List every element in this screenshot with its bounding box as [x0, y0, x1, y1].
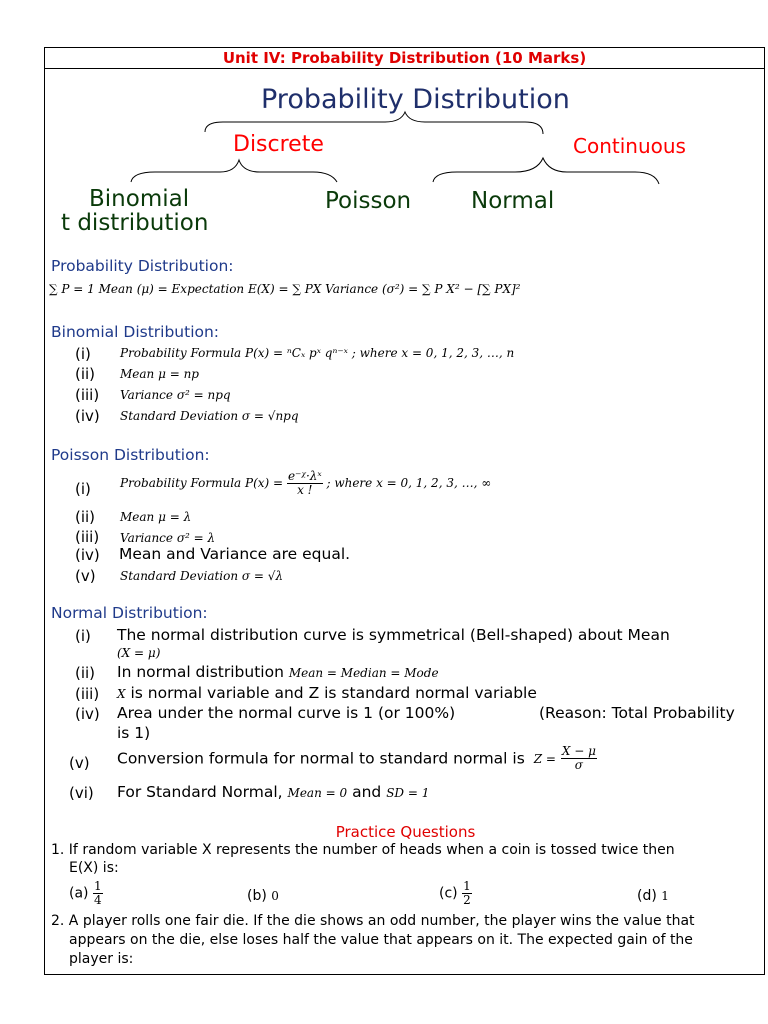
q1-option-a [69, 880, 103, 907]
normal-item-6-and: and [352, 783, 382, 801]
binomial-label: Binomial [89, 186, 190, 212]
q2-line-1: 2. A player rolls one fair die. If the die shows an odd number, the player wins the value that [51, 913, 695, 929]
practice-title: Practice Questions [335, 823, 476, 841]
poisson-num-4: (iv) [75, 546, 100, 564]
q1-a-numerator: 1 [93, 879, 102, 893]
q1-option-d-label: (d) [637, 888, 657, 904]
poisson-item-3: Variance σ² = λ [120, 531, 216, 545]
q1-c-numerator: 1 [463, 879, 471, 893]
q1-c-denominator: 2 [463, 893, 471, 907]
sum-p-formula: ∑ P = 1 [49, 282, 95, 296]
normal-num-3: (iii) [75, 685, 100, 703]
z-fraction [561, 745, 597, 772]
poisson-num-3: (iii) [75, 528, 100, 546]
normal-item-2-formula: Mean = Median = Mode [288, 666, 439, 680]
q1-option-b-value: 0 [271, 889, 279, 903]
top-brace [205, 112, 543, 134]
binomial-item-2: Mean μ = np [120, 367, 199, 381]
normal-item-3-text: is normal variable and Z is standard normal variable [130, 684, 537, 702]
discrete-label: Discrete [233, 132, 324, 157]
poisson-formula-tail: ; where x = 0, 1, 2, 3, …, ∞ [326, 476, 492, 490]
z-numerator: X − μ [561, 744, 596, 758]
normal-item-5-text: Conversion formula for normal to standard normal is [117, 749, 525, 768]
normal-item-3 [117, 684, 537, 702]
normal-num-4: (iv) [75, 705, 100, 723]
normal-item-4-reason-cont: is 1) [117, 724, 151, 742]
normal-item-4-reason: (Reason: Total Probability [539, 704, 735, 722]
poisson-item-4: Mean and Variance are equal. [119, 545, 351, 563]
continuous-brace [433, 158, 659, 184]
diagram-title: Probability Distribution [261, 84, 570, 115]
q1-option-b [247, 888, 279, 904]
q2-line-2: appears on the die, else loses half the value that appears on it. The expected gain of the [69, 932, 693, 948]
normal-num-6: (vi) [69, 784, 94, 802]
normal-item-3-formula: X [117, 687, 126, 701]
normal-item-2-text: In normal distribution [117, 663, 284, 681]
prob-dist-formula [49, 282, 521, 296]
binomial-item-4: Standard Deviation σ = √npq [120, 409, 299, 423]
normal-item-1: The normal distribution curve is symmetrical (Bell-shaped) about Mean [117, 626, 670, 644]
poisson-formula-lead: Probability Formula P(x) = [120, 476, 284, 490]
normal-item-6-mean: Mean = 0 [287, 786, 348, 800]
q2-line-3: player is: [69, 951, 134, 967]
poisson-numerator: e⁻ᵡ·λˣ [287, 469, 322, 483]
z-denominator: σ [574, 758, 583, 772]
variance-formula: Variance (σ²) = ∑ P X² − [∑ PX]² [325, 282, 521, 296]
normal-item-1-formula: (X = μ) [117, 646, 161, 660]
q1-option-a-label: (a) [69, 885, 89, 902]
document-page [44, 47, 765, 975]
normal-item-2 [117, 663, 439, 681]
q1-line-2: E(X) is: [69, 860, 119, 876]
normal-item-5 [117, 745, 597, 772]
normal-item-4: Area under the normal curve is 1 (or 100%) [117, 704, 456, 722]
discrete-brace [131, 160, 337, 182]
normal-num-5: (v) [69, 754, 90, 772]
t-distribution-label: t distribution [61, 210, 209, 236]
poisson-item-1 [120, 470, 491, 497]
poisson-num-1: (i) [75, 480, 91, 498]
binomial-item-3: Variance σ² = npq [120, 388, 231, 402]
poisson-item-5: Standard Deviation σ = √λ [120, 569, 284, 583]
poisson-num-5: (v) [75, 567, 96, 585]
normal-label: Normal [471, 188, 555, 214]
normal-item-5-lead: Z = [533, 751, 556, 766]
q1-option-c-label: (c) [439, 885, 458, 902]
poisson-label: Poisson [325, 188, 412, 214]
q1-option-c-fraction [462, 880, 472, 907]
normal-num-2: (ii) [75, 664, 96, 682]
binomial-heading: Binomial Distribution: [51, 323, 220, 341]
mean-formula: Mean (μ) = Expectation E(X) = ∑ PX [98, 282, 322, 296]
binomial-num-1: (i) [75, 345, 91, 363]
poisson-num-2: (ii) [75, 508, 96, 526]
normal-item-6-sd: SD = 1 [386, 786, 430, 800]
normal-heading: Normal Distribution: [51, 604, 208, 622]
q1-a-denominator: 4 [93, 893, 102, 907]
q1-option-d-value: 1 [661, 889, 669, 903]
unit-title: Unit IV: Probability Distribution (10 Marks) [45, 48, 764, 69]
q1-line-1: 1. If random variable X represents the number of heads when a coin is tossed twice then [51, 842, 675, 858]
normal-num-1: (i) [75, 627, 91, 645]
q1-option-b-label: (b) [247, 888, 267, 904]
prob-dist-heading: Probability Distribution: [51, 257, 234, 275]
normal-item-6 [117, 783, 429, 801]
poisson-fraction [287, 470, 323, 497]
poisson-heading: Poisson Distribution: [51, 446, 210, 464]
q1-option-a-fraction [93, 880, 103, 907]
binomial-num-2: (ii) [75, 365, 96, 383]
binomial-item-1: Probability Formula P(x) = ⁿCₓ pˣ qⁿ⁻ˣ ; where x = 0, 1, 2, 3, …, n [120, 346, 515, 360]
binomial-num-3: (iii) [75, 386, 100, 404]
continuous-label: Continuous [573, 134, 686, 158]
normal-item-6-text: For Standard Normal, [117, 783, 283, 801]
q1-option-c [439, 880, 472, 907]
q1-option-d [637, 888, 669, 904]
binomial-num-4: (iv) [75, 407, 100, 425]
poisson-denominator: x ! [297, 483, 313, 497]
poisson-item-2: Mean μ = λ [120, 510, 192, 524]
